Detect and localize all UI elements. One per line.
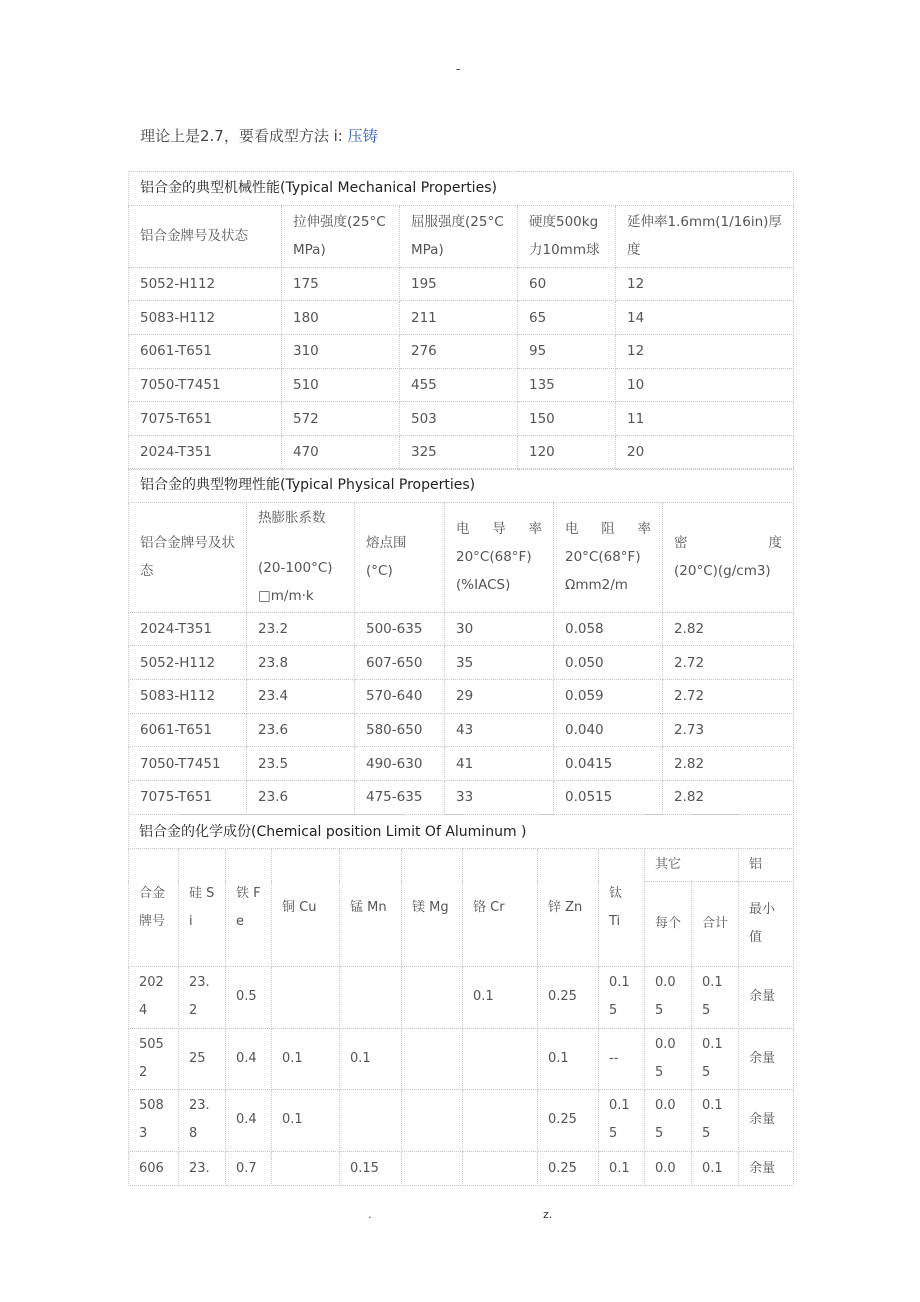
header-text: 熔点围: [366, 535, 407, 552]
table-row: [129, 402, 794, 436]
table-cell: 25: [179, 1028, 226, 1090]
table-cell: 180: [282, 301, 400, 335]
header-text: 密 度: [674, 535, 782, 552]
table-cell: 2.82: [663, 747, 794, 781]
column-header: [247, 502, 355, 612]
table-cell: 276: [400, 335, 518, 369]
table-cell: [402, 1090, 463, 1152]
header-text: 20°C(68°F): [456, 549, 532, 566]
column-header: 铁 Fe: [226, 849, 272, 967]
table-cell: 0.4: [226, 1090, 272, 1152]
table-cell: 5052-H112: [129, 646, 247, 680]
table-cell: 325: [400, 436, 518, 470]
table-row: [129, 301, 794, 335]
table-cell: 310: [282, 335, 400, 369]
table-cell: 0.25: [538, 1151, 599, 1185]
table-cell: 6061-T651: [129, 713, 247, 747]
table-cell: 150: [518, 402, 616, 436]
column-header: 硅 Si: [179, 849, 226, 967]
table-title: 铝合金的典型物理性能(Typical Physical Properties): [129, 469, 794, 503]
table-cell: [402, 967, 463, 1029]
table-cell: 0.050: [554, 646, 663, 680]
table-cell: 0.059: [554, 680, 663, 714]
table-cell: 0.25: [538, 1090, 599, 1152]
table-cell: 580-650: [355, 713, 445, 747]
intro-line: [140, 125, 378, 146]
column-header: [355, 502, 445, 612]
table-cell: 余量: [739, 1151, 794, 1185]
column-header: 铬 Cr: [463, 849, 538, 967]
table-cell: 23.8: [247, 646, 355, 680]
column-header: 拉伸强度(25°C MPa): [282, 205, 400, 267]
table-cell: 余量: [739, 1028, 794, 1090]
table-cell: 607-650: [355, 646, 445, 680]
table-cell: 455: [400, 368, 518, 402]
table-row: [129, 368, 794, 402]
table-cell: 0.15: [340, 1151, 402, 1185]
page-header-mark: -: [456, 62, 461, 76]
table-cell: 5052: [129, 1028, 179, 1090]
table-cell: 0.1: [538, 1028, 599, 1090]
table-row: [129, 1151, 794, 1185]
table-cell: 0.15: [692, 1028, 739, 1090]
table-cell: 7050-T7451: [129, 747, 247, 781]
table-cell: 14: [616, 301, 794, 335]
table-cell: 2.72: [663, 680, 794, 714]
column-header: [663, 502, 794, 612]
table-cell: 0.1: [692, 1151, 739, 1185]
table-cell: 0.05: [645, 1090, 692, 1152]
column-header: [445, 502, 554, 612]
table-row: [129, 1090, 794, 1152]
table-cell: 33: [445, 781, 554, 815]
table-cell: 2024: [129, 967, 179, 1029]
table-cell: 510: [282, 368, 400, 402]
table-cell: 0.1: [599, 1151, 645, 1185]
table-cell: 23.5: [247, 747, 355, 781]
table-cell: 5052-H112: [129, 267, 282, 301]
table-cell: 6061-T651: [129, 335, 282, 369]
intro-text: 理论上是2.7，要看成型方法 i:: [140, 127, 343, 145]
column-header: 锰 Mn: [340, 849, 402, 967]
column-header: 铝合金牌号及状态: [129, 205, 282, 267]
table-cell: 175: [282, 267, 400, 301]
header-text: 热膨胀系数: [258, 510, 326, 527]
table-cell: 2.82: [663, 781, 794, 815]
column-header: 镁 Mg: [402, 849, 463, 967]
table-cell: 23.8: [179, 1090, 226, 1152]
table-cell: [402, 1151, 463, 1185]
table-cell: 211: [400, 301, 518, 335]
header-text: (%IACS): [456, 577, 511, 594]
header-text: 20°C(68°F): [565, 549, 641, 566]
column-header: [129, 502, 247, 612]
column-header: [554, 502, 663, 612]
table-cell: 2024-T351: [129, 612, 247, 646]
table-cell: [340, 1090, 402, 1152]
table-cell: 23.2: [179, 967, 226, 1029]
table-cell: 0.7: [226, 1151, 272, 1185]
header-text: (20-100°C): [258, 560, 333, 577]
table-cell: 503: [400, 402, 518, 436]
header-text: 电 导 率: [456, 521, 542, 538]
table-cell: 0.15: [599, 1090, 645, 1152]
table-title: 铝合金的典型机械性能(Typical Mechanical Properties): [129, 172, 794, 206]
table-cell: 470: [282, 436, 400, 470]
table-cell: [463, 1090, 538, 1152]
table-row: [129, 1028, 794, 1090]
column-header: 钛 Ti: [599, 849, 645, 967]
table-cell: 0.058: [554, 612, 663, 646]
column-header: 硬度500kg力10mm球: [518, 205, 616, 267]
table-cell: 29: [445, 680, 554, 714]
table-row: [129, 267, 794, 301]
table-cell: 5083-H112: [129, 301, 282, 335]
table-cell: 20: [616, 436, 794, 470]
table-cell: 30: [445, 612, 554, 646]
column-header: 其它: [645, 849, 739, 882]
table-cell: 0.15: [692, 967, 739, 1029]
table-cell: 0.0515: [554, 781, 663, 815]
footer-mark-right: z.: [543, 1208, 553, 1221]
table-cell: 0.5: [226, 967, 272, 1029]
table-cell: 7050-T7451: [129, 368, 282, 402]
table-cell: 95: [518, 335, 616, 369]
table-cell: [340, 967, 402, 1029]
table-cell: --: [599, 1028, 645, 1090]
table-cell: [463, 1028, 538, 1090]
table-cell: 5083-H112: [129, 680, 247, 714]
column-header: 铜 Cu: [272, 849, 340, 967]
table-cell: 475-635: [355, 781, 445, 815]
column-header: 延伸率1.6mm(1/16in)厚度: [616, 205, 794, 267]
table-cell: 0.15: [692, 1090, 739, 1152]
header-text: (20°C)(g/cm3): [674, 563, 771, 580]
table-cell: 余量: [739, 967, 794, 1029]
table-cell: 23.4: [247, 680, 355, 714]
table-cell: 490-630: [355, 747, 445, 781]
header-text: Ωmm2/m: [565, 577, 628, 594]
table-cell: 2.72: [663, 646, 794, 680]
table-cell: 23.6: [247, 713, 355, 747]
table-title: 铝合金的化学成份(Chemical position Limit Of Aluminum ): [129, 815, 794, 849]
table-row: [129, 967, 794, 1029]
table-cell: 0.040: [554, 713, 663, 747]
table-cell: 10: [616, 368, 794, 402]
table-cell: [272, 967, 340, 1029]
column-header: 屈服强度(25°C MPa): [400, 205, 518, 267]
table-cell: 572: [282, 402, 400, 436]
table-cell: 135: [518, 368, 616, 402]
column-header: 最小值: [739, 881, 794, 966]
table-cell: 43: [445, 713, 554, 747]
column-header: 合计: [692, 881, 739, 966]
header-text: (°C): [366, 563, 393, 580]
table-cell: [402, 1028, 463, 1090]
table-cell: 0.0415: [554, 747, 663, 781]
table-cell: 23.2: [247, 612, 355, 646]
table-cell: 12: [616, 335, 794, 369]
table-cell: 0.05: [645, 1028, 692, 1090]
footer-mark-left: .: [368, 1208, 372, 1221]
table-cell: [272, 1151, 340, 1185]
physical-properties-table: [128, 468, 794, 815]
table-cell: 0.1: [340, 1028, 402, 1090]
table-cell: 7075-T651: [129, 781, 247, 815]
table-cell: 500-635: [355, 612, 445, 646]
table-cell: 0.4: [226, 1028, 272, 1090]
column-header: 合金牌号: [129, 849, 179, 967]
table-cell: 余量: [739, 1090, 794, 1152]
table-cell: 0.15: [599, 967, 645, 1029]
table-cell: 0.1: [272, 1090, 340, 1152]
table-row: [129, 612, 794, 646]
table-cell: 2024-T351: [129, 436, 282, 470]
table-row: [129, 436, 794, 470]
table-cell: 0.1: [272, 1028, 340, 1090]
table-cell: 23.6: [247, 781, 355, 815]
table-cell: 65: [518, 301, 616, 335]
table-row: [129, 680, 794, 714]
table-cell: 0.25: [538, 967, 599, 1029]
table-cell: 120: [518, 436, 616, 470]
table-row: [129, 781, 794, 815]
table-cell: 2.82: [663, 612, 794, 646]
table-row: [129, 335, 794, 369]
table-cell: 5083: [129, 1090, 179, 1152]
table-cell: 12: [616, 267, 794, 301]
header-text: □m/m·k: [258, 588, 314, 605]
table-cell: 7075-T651: [129, 402, 282, 436]
table-cell: [463, 1151, 538, 1185]
header-text: 铝合金牌号及状态: [140, 535, 235, 580]
table-cell: 0.0: [645, 1151, 692, 1185]
mechanical-properties-table: [128, 171, 794, 470]
die-casting-link[interactable]: 压铸: [347, 127, 378, 145]
column-header: 锌 Zn: [538, 849, 599, 967]
table-row: [129, 646, 794, 680]
table-cell: 195: [400, 267, 518, 301]
table-cell: 11: [616, 402, 794, 436]
table-cell: 0.1: [463, 967, 538, 1029]
table-cell: 23.: [179, 1151, 226, 1185]
table-cell: 606: [129, 1151, 179, 1185]
table-cell: 41: [445, 747, 554, 781]
table-row: [129, 747, 794, 781]
table-cell: 2.73: [663, 713, 794, 747]
table-cell: 60: [518, 267, 616, 301]
table-cell: 0.05: [645, 967, 692, 1029]
column-header: 铝: [739, 849, 794, 882]
table-cell: 570-640: [355, 680, 445, 714]
header-text: 电 阻 率: [565, 521, 651, 538]
table-cell: 35: [445, 646, 554, 680]
chemical-composition-table: [128, 814, 794, 1186]
table-row: [129, 713, 794, 747]
column-header: 每个: [645, 881, 692, 966]
